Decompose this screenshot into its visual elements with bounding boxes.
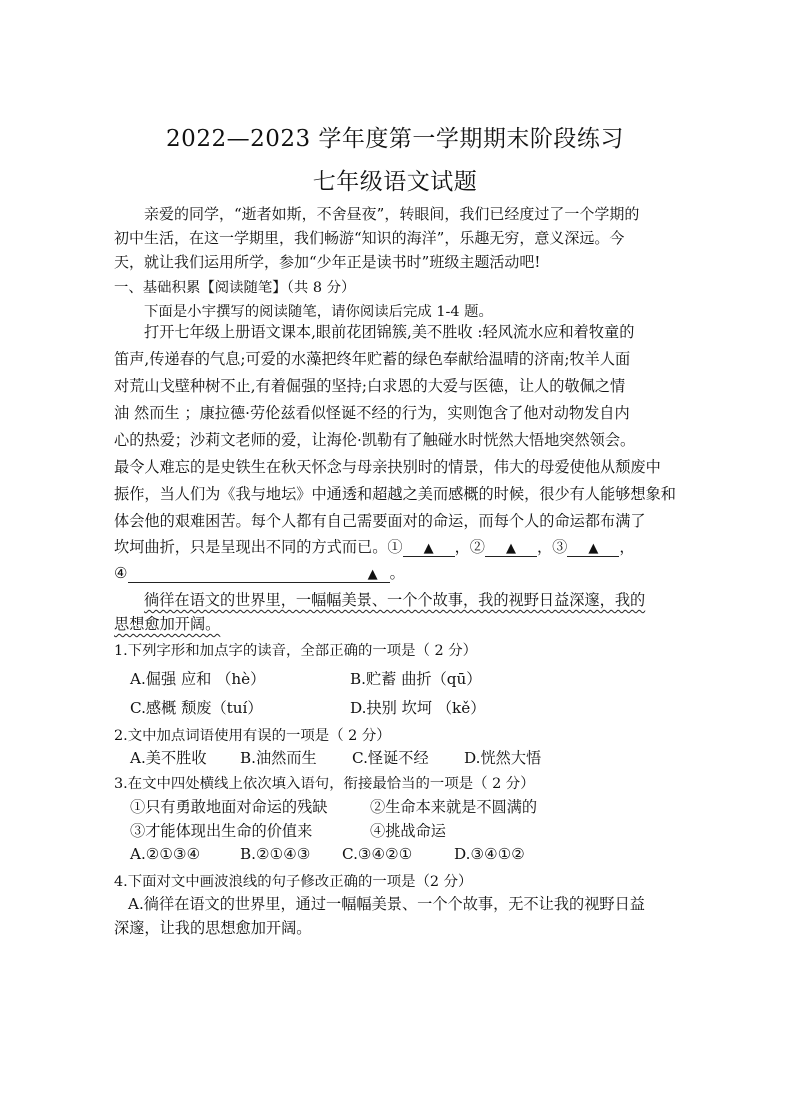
fill-blank-1[interactable]: [403, 538, 455, 557]
blank-marker: ④: [114, 564, 128, 582]
passage-line: 振作，当人们为《我与地坛》中通透和超越之美而感概的时候，很少有人能够想象和: [114, 485, 676, 503]
punctuation: ，: [454, 538, 470, 556]
intro-line: 初中生活，在这一学期里，我们畅游“知识的海洋”，乐趣无穷，意义深远。今: [114, 229, 625, 247]
blank-marker: ③: [552, 538, 568, 556]
punctuation: ，: [536, 538, 553, 556]
passage-text: 坎坷曲折，只是呈现出不同的方式而已。: [114, 538, 388, 556]
question-3-sentences-row: [130, 796, 670, 817]
triangle-icon: ▲: [367, 567, 378, 582]
wavy-text: 思想愈加开阔。: [114, 615, 221, 633]
passage-line: 打开七年级上册语文课本,眼前花团锦簇,美不胜收 :轻风流水应和着牧童的: [144, 323, 635, 341]
question-1-options-row: [130, 697, 670, 718]
q3-sentence-1: ①只有勇敢地面对命运的残缺: [130, 798, 328, 816]
question-4-stem: 4.下面对文中画波浪线的句子修改正确的一项是（2 分）: [114, 874, 473, 890]
question-2-options-row: [130, 747, 670, 768]
q1-option-b[interactable]: B.贮蓄 曲折（qū）: [350, 670, 482, 688]
triangle-icon: ▲: [505, 541, 516, 556]
triangle-icon: ▲: [423, 541, 434, 556]
q2-option-d[interactable]: D.恍然大悟: [464, 749, 542, 767]
q1-option-a[interactable]: A.倔强 应和 （hè）: [130, 670, 266, 688]
passage-line-with-blanks: [114, 536, 674, 557]
exam-title: 2022—2023 学年度第一学期期末阶段练习: [166, 126, 624, 152]
q3-sentence-4: ④挑战命运: [370, 822, 446, 840]
section-heading: 一、基础积累【阅读随笔】（共 8 分）: [114, 280, 356, 296]
q3-option-a[interactable]: A.②①③④: [130, 845, 201, 863]
wavy-sentence: [114, 613, 674, 634]
question-1-options-row: [130, 668, 670, 689]
question-3-stem: 3.在文中四处横线上依次填入语句，衔接最恰当的一项是（ 2 分）: [114, 776, 535, 792]
punctuation: 。: [389, 564, 405, 582]
intro-line: 天，就让我们运用所学，参加“少年正是读书时”班级主题活动吧!: [114, 253, 541, 271]
punctuation: ，: [619, 538, 635, 556]
q4-option-a-continued: 深邃，让我的思想愈加开阔。: [114, 919, 312, 937]
triangle-icon: ▲: [588, 541, 599, 556]
fill-blank-3[interactable]: [567, 538, 619, 557]
q3-option-c[interactable]: C.③④②①: [342, 845, 413, 863]
fill-blank-4[interactable]: [128, 564, 390, 583]
wavy-sentence: [114, 589, 704, 610]
passage-line: 油 然而生 ；康拉德·劳伦兹看似怪诞不经的行为，实则饱含了他对动物发自内: [114, 404, 630, 422]
q3-option-b[interactable]: B.②①④③: [240, 845, 311, 863]
section-instruction: 下面是小宇撰写的阅读随笔，请你阅读后完成 1-4 题。: [144, 304, 493, 320]
wavy-text: 徜徉在语文的世界里，一幅幅美景、一个个故事，我的视野日益深邃，我的: [144, 591, 646, 609]
q3-sentence-2: ②生命本来就是不圆满的: [370, 798, 538, 816]
fill-blank-2[interactable]: [485, 538, 537, 557]
question-1-stem: 1.下列字形和加点字的读音，全部正确的一项是（ 2 分）: [114, 643, 478, 659]
q2-option-a[interactable]: A.美不胜收: [130, 749, 207, 767]
passage-line: 心的热爱；沙莉文老师的爱，让海伦·凯勒有了触碰水时恍然大悟地突然领会。: [114, 431, 636, 449]
q3-option-d[interactable]: D.③④①②: [454, 845, 525, 863]
q2-option-b[interactable]: B.油然而生: [240, 749, 317, 767]
blank-marker: ②: [469, 538, 485, 556]
passage-line-with-blank: [114, 562, 674, 583]
question-3-sentences-row: [130, 820, 670, 841]
intro-line: 亲爱的同学，“逝者如斯，不舍昼夜”，转眼间，我们已经度过了一个学期的: [144, 205, 640, 223]
passage-line: 笛声,传递春的气息;可爱的水藻把终年贮蓄的绿色奉献给温晴的济南;牧羊人面: [114, 350, 631, 368]
blank-marker: ①: [387, 538, 403, 556]
q1-option-c[interactable]: C.感概 颓废（tuí）: [130, 699, 263, 717]
passage-line: 体会他的艰难困苦。每个人都有自己需要面对的命运，而每个人的命运都布满了: [114, 512, 646, 530]
passage-line: 对荒山戈壁种树不止,有着倔强的坚持;白求恩的大爱与医德，让人的敬佩之情: [114, 377, 626, 395]
question-3-options-row: [130, 845, 670, 863]
q1-option-d[interactable]: D.抉别 坎坷 （kě）: [350, 699, 486, 717]
q3-sentence-3: ③才能体现出生命的价值来: [130, 822, 313, 840]
q4-option-a[interactable]: A.徜徉在语文的世界里，通过一幅幅美景、一个个故事，无不让我的视野日益: [128, 895, 645, 913]
q2-option-c[interactable]: C.怪诞不经: [352, 749, 429, 767]
passage-line: 最令人难忘的是史铁生在秋天怀念与母亲抉别时的情景，伟大的母爱使他从颓废中: [114, 458, 661, 476]
question-2-stem: 2.文中加点词语使用有误的一项是（ 2 分）: [114, 728, 391, 744]
exam-subtitle: 七年级语文试题: [312, 169, 478, 195]
